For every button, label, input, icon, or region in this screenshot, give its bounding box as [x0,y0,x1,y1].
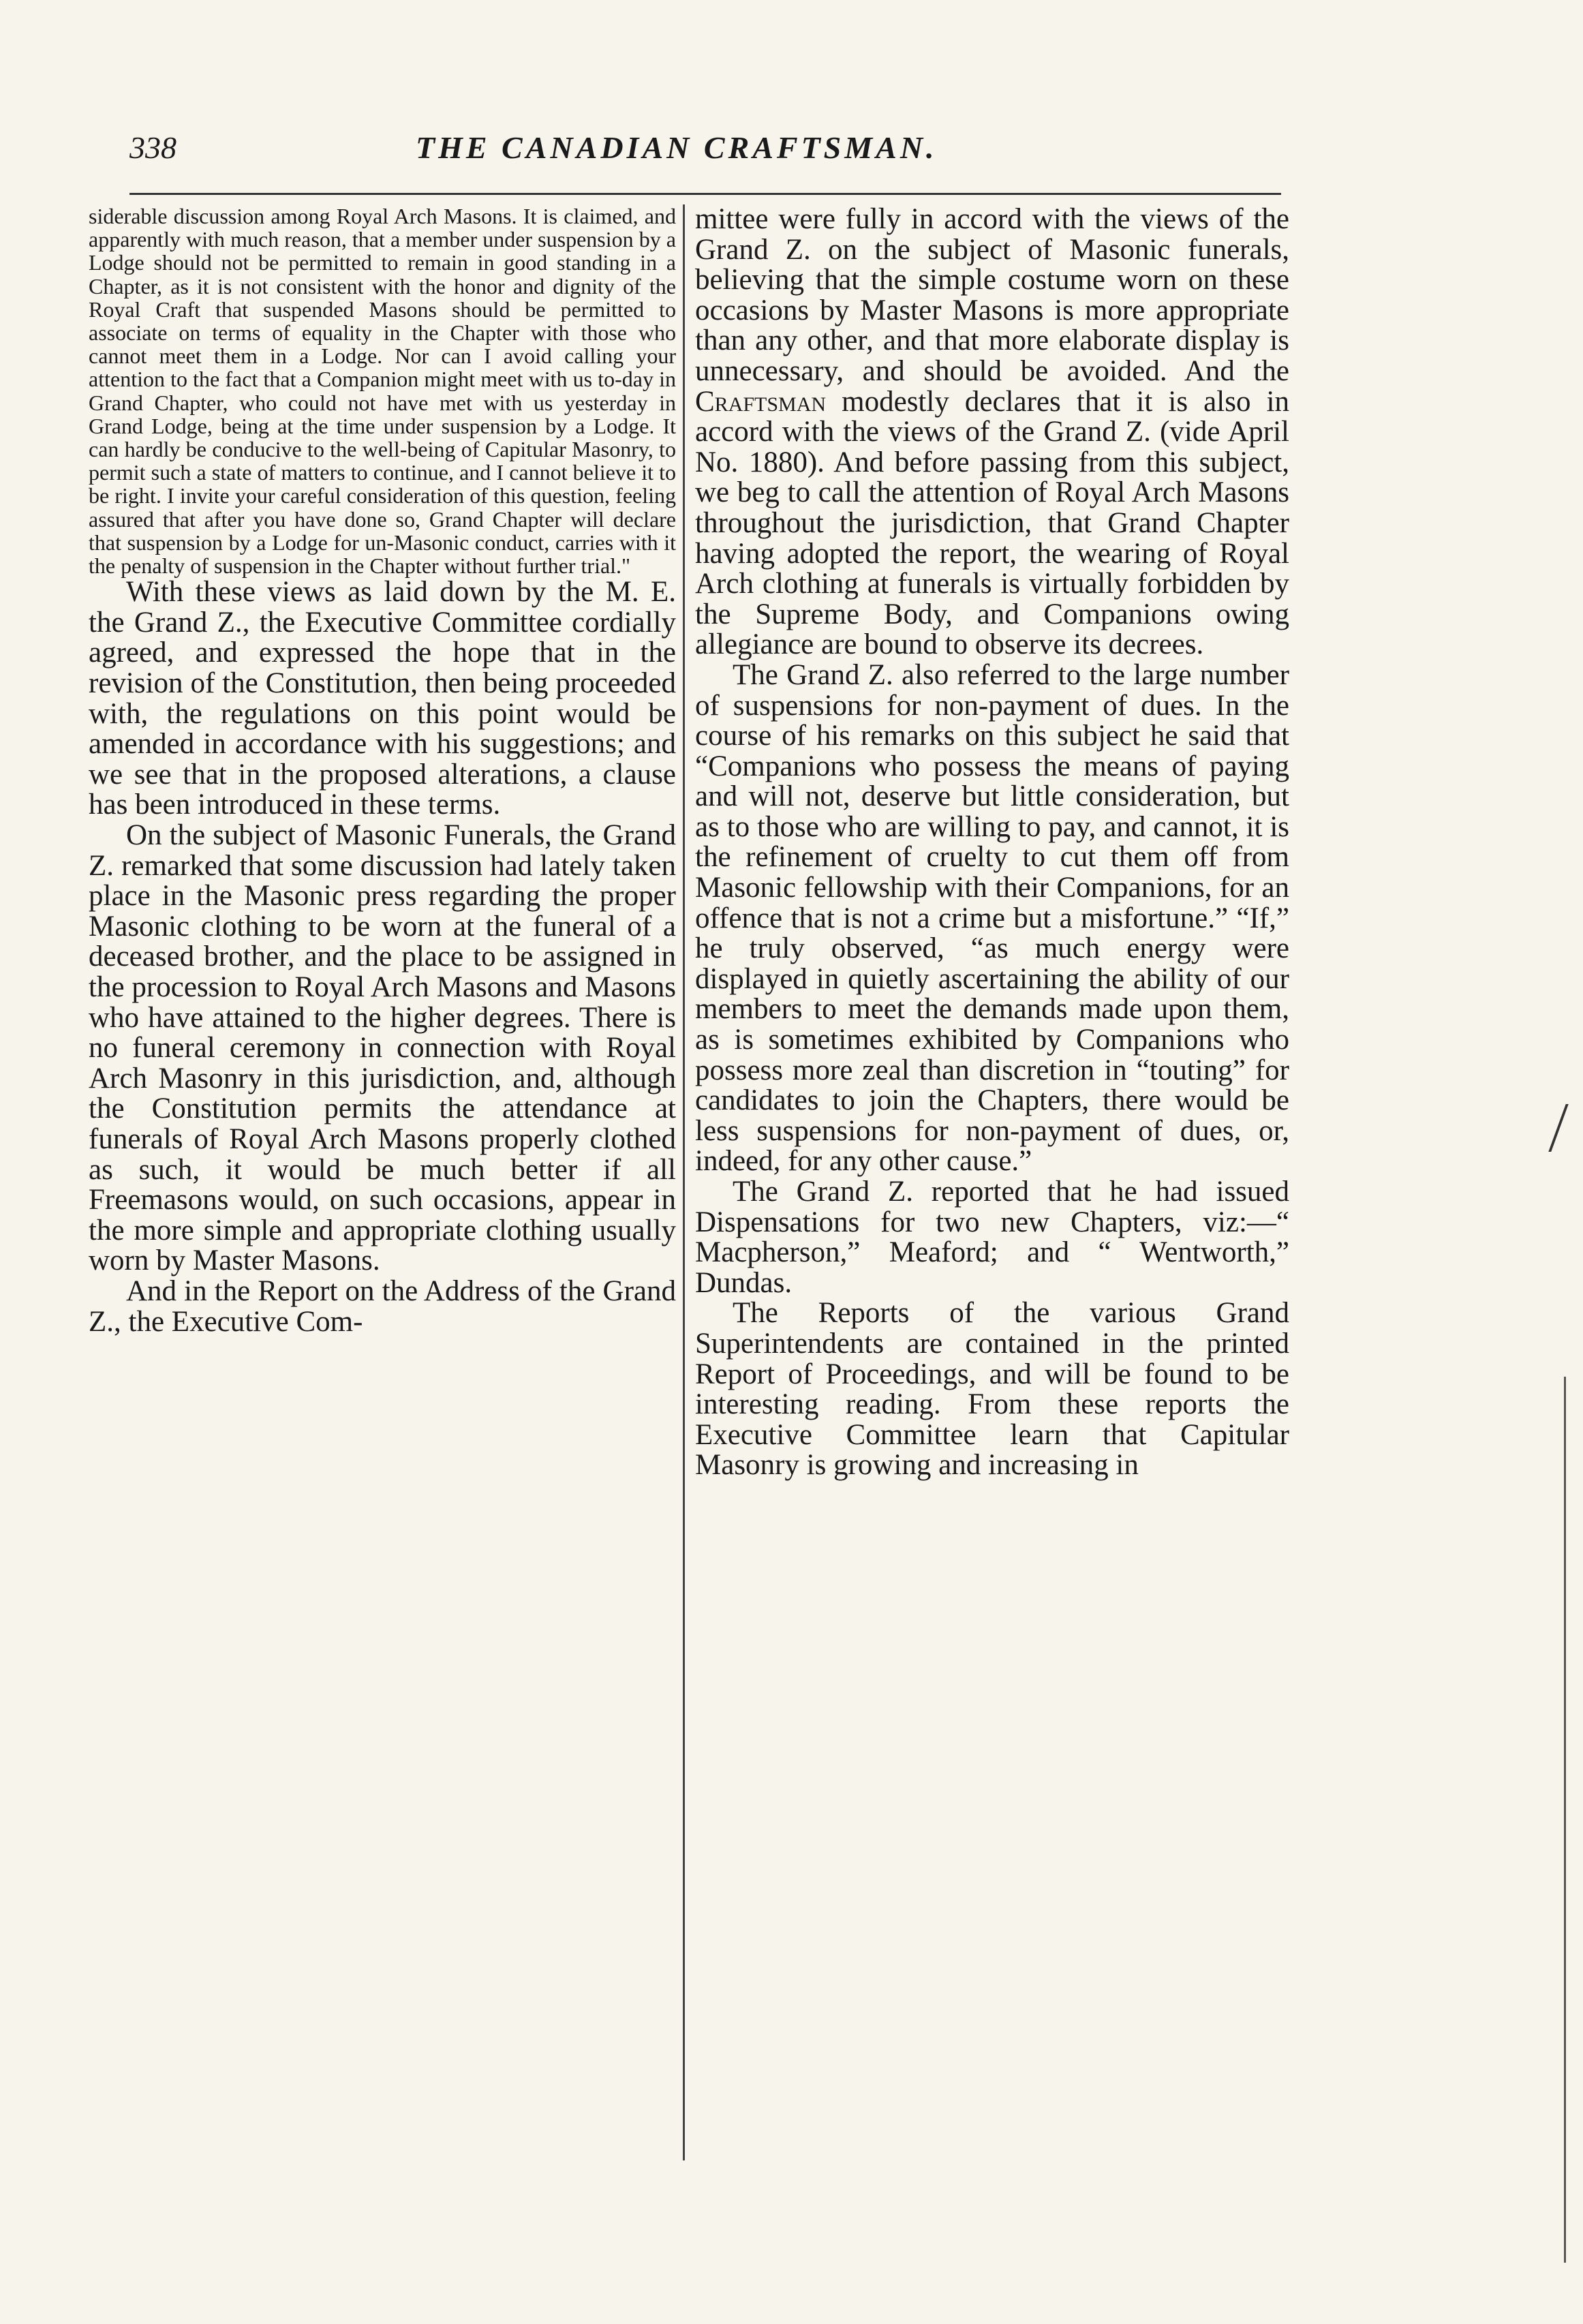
left-column [89,204,676,1337]
quoted-address-text: siderable discussion among Royal Arch Masons. It is claimed, and apparently with much reason, that a member under suspension by a Lodge should not be permitted to remain in good standing in a Chapter, as it is not consistent with the honor and dignity of the Royal Craft that suspended Masons should be permitted to associate on terms of equality in the Chapter with those who cannot meet them in a Lodge. Nor can I avoid calling your attention to the fact that a Companion might meet with us to-day in Grand Chapter, who could not have met with us yesterday in Grand Lodge, being at the time under suspension by a Lodge. It can hardly be conducive to the well-being of Capitular Masonry, to permit such a state of matters to continue, and I cannot believe it to be right. I invite your careful consideration of this question, feeling assured that after you have done so, Grand Chapter will declare that suspension by a Lodge for un-Masonic conduct, carries with it the penalty of suspension in the Chapter without further trial." [89,204,676,579]
paragraph-masonic-funerals: On the subject of Masonic Funerals, the Grand Z. remarked that some discussion had lately taken place in the Masonic press regarding the proper Masonic clothing to be worn at the funeral of a deceased brother, and the place to be assigned in the procession to Royal Arch Masons and Masons who have attained to the higher degrees. There is no funeral ceremony in connection with Royal Arch Masonry in this jurisdiction, and, although the Constitution permits the attendance at funerals of Royal Arch Masons properly clothed as such, it would be much better if all Freemasons would, on such occasions, appear in the more simple and appropriate clothing usually worn by Master Masons. [89,819,676,1277]
paragraph-executive-committee-views: With these views as laid down by the M. E. the Grand Z., the Executive Committee cordially agreed, and expressed the hope that in the revision of the Constitution, then being proceeded with, the regulations on this point would be amended in accordance with his suggestions; and we see that in the proposed alterations, a clause has been introduced in these terms. [89,576,676,821]
paragraph-committee-accord-a: mittee were fully in accord with the views of the Grand Z. on the subject of Masonic funerals, believing that the simple costume worn on these occasions by Master Masons is more appropriate than any other, and that more elaborate display is unnecessary, and should be avoided. And the [695,203,1289,387]
paragraph-report-on-address: And in the Report on the Address of the Grand Z., the Executive Com- [89,1274,676,1338]
running-title: THE CANADIAN CRAFTSMAN. [416,130,938,165]
page-header [129,129,1274,177]
paragraph-superintendents-reports: The Reports of the various Grand Superintendents are contained in the printed Report of Proceedings, and will be found to be interesting reading. From these reports the Executive Committee learn that Capitular Masonry is growing and increasing in [695,1297,1289,1482]
page-number: 338 [129,130,176,165]
margin-mark [1521,1104,1568,1152]
column-divider [683,204,685,2160]
paragraph-committee-accord [695,204,1289,660]
header-rule [129,193,1281,195]
paragraph-committee-accord-b: modestly declares that it is also in accord with the views of the Grand Z. (vide April No. 1880). And before passing from this subject, we beg to call the attention of Royal Arch Masons throughout the jurisdiction, that Grand Chapter having adopted the report, the wearing of Royal Arch clothing at funerals is virtually forbidden by the Supreme Body, and Companions owing allegiance are bound to observe its decrees. [695,385,1289,661]
paragraph-suspensions: The Grand Z. also referred to the large number of suspensions for non-payment of dues. In the course of his remarks on this subject he said that “Companions who possess the means of paying and will not, deserve but little consideration, but as to those who are willing to pay, and cannot, it is the refinement of cruelty to cut them off from Masonic fellowship with their Companions, for an offence that is not a crime but a misfortune.” “If,” he truly observed, “as much energy were displayed in quietly ascertaining the ability of our members to meet the demands made upon them, as is sometimes exhibited by Companions who possess more zeal than discretion in “touting” for candidates to join the Chapters, there would be less suspensions for non-payment of dues, or, indeed, for any other cause.” [695,658,1289,1178]
paragraph-dispensations: The Grand Z. reported that he had issued Dispensations for two new Chapters, viz:—“ Macpherson,” Meaford; and “ Wentworth,” Dundas. [695,1176,1289,1299]
page-edge-line [1564,1377,1566,2263]
craftsman-name: Craftsman [695,385,827,418]
right-column [695,204,1289,1481]
